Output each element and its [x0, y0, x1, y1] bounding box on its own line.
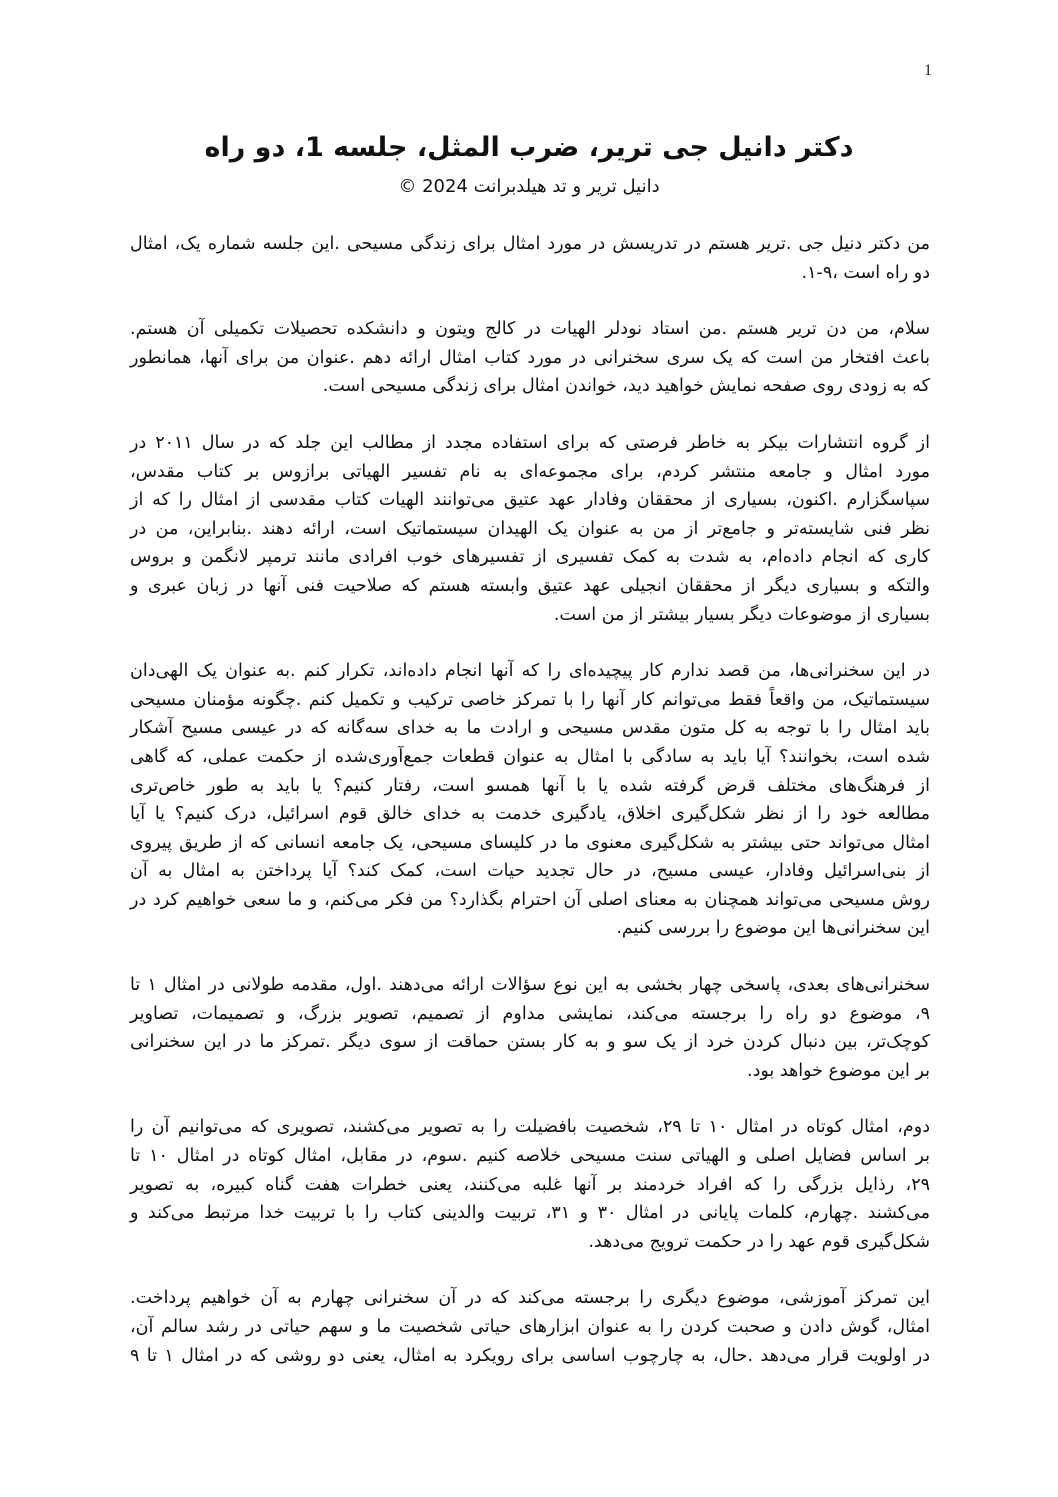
text-line: سخنرانی‌های بعدی، پاسخی چهار بخشی به این نوع سؤالات ارائه می‌دهند .اول، مقدمه طولانی در امثال ۱ تا [130, 975, 930, 996]
text-line: در اولویت قرار می‌دهد .حال، به چارچوب اساسی برای رویکرد به امثال، یعنی دو روشی که در امثال ۱ تا ۹ [130, 1345, 931, 1366]
text-line: بر اساس فضایل اصلی و الهیاتی سنت مسیحی خلاصه کنیم .سوم، در مقابل، امثال کوتاه در امثال ۱۰ تا [130, 1146, 931, 1167]
text-line: شکل‌گیری قوم عهد را در حکمت ترویج می‌دهد. [588, 1231, 930, 1252]
text-line: باعث افتخار من است که یک سری سخنرانی در مورد کتاب امثال ارائه دهم .عنوان من برای آنها، همانطور [130, 347, 930, 368]
paragraph-4 [130, 657, 930, 943]
text-line: سیستماتیک، من واقعاً فقط می‌توانم کار آنها را با تمرکز خاصی ترکیب و تکمیل کنم .چگونه مؤمنان مسیحی [130, 689, 930, 710]
paragraph-7 [130, 1284, 930, 1370]
document-title: دکتر دانیل جی تریر، ضرب المثل، جلسه 1، دو راه [204, 132, 854, 163]
text-line: این سخنرانی‌ها این موضوع را بررسی کنیم. [616, 918, 930, 939]
text-line: مورد امثال و جامعه منتشر کردم، برای مجموعه‌ای به نام تفسیر الهیاتی برازوس بر کتاب مقدس، [130, 461, 930, 482]
text-line: این تمرکز آموزشی، موضوع دیگری را برجسته می‌کند که در آن سخنرانی چهارم به آن خواهیم پرداخت. [130, 1288, 930, 1309]
paragraph-2 [130, 315, 930, 401]
text-line: من دکتر دنیل جی .تریر هستم در تدریسش در مورد امثال برای زندگی مسیحی .این جلسه شماره یک، امثال [130, 234, 930, 254]
paragraph-1 [130, 230, 930, 287]
text-line: که به زودی روی صفحه نمایش خواهید دید، خواندن امثال برای زندگی مسیحی است. [322, 376, 930, 397]
text-line: از بنی‌اسرائیل وفادار، عیسی مسیح، در حال تجدید حیات است، کمک کند؟ آیا پرداختن به امثال به آن [130, 861, 930, 882]
text-line: باید امثال را با توجه به کل متون مقدس مسیحی و ارادت ما به خدای سه‌گانه که در عیسی مسیح آشکار [130, 718, 930, 739]
text-line: سپاسگزارم .اکنون، بسیاری از محققان وفادار عهد عتیق می‌توانند الهیات کتاب مقدسی از امثال را که از [130, 490, 930, 511]
text-line: سلام، من دن تریر هستم .من استاد نودلر الهیات در کالج ویتون و دانشکده تحصیلات تکمیلی آن هستم. [130, 319, 930, 340]
text-line: دو راه است ،۹-۱. [801, 262, 930, 283]
text-line: امثال، گوش دادن و صحبت کردن را به عنوان ابزارهای حیاتی شخصیت ما و سهم حیاتی در رشد سالم آن، [130, 1317, 930, 1337]
paragraph-5 [130, 971, 930, 1085]
text-line: بر این موضوع خواهد بود. [747, 1060, 930, 1081]
text-line: کوچک‌تر، بین دنبال کردن خرد از یک سو و به کار بستن حماقت از سوی دیگر .تمرکز ما در این سخنرانی [130, 1032, 930, 1053]
text-line: ۹، موضوع دو راه را برجسته می‌کند، نمایشی مداوم از تصمیم، تصویر بزرگ، و تصمیمات، تصاویر [130, 1003, 930, 1024]
document-body [130, 230, 930, 1398]
text-line: از گروه انتشارات بیکر به خاطر فرصتی که برای استفاده مجدد از مطالب این جلد که در سال ۲۰۱۱ در [130, 432, 930, 453]
text-line: شده است، بخوانند؟ آیا باید به سادگی با امثال به عنوان قطعات جمع‌آوری‌شده از حکمت عملی، که گاهی [130, 746, 930, 767]
text-line: کاری که انجام داده‌ام، به شدت به کمک تفسیری از تفسیرهای خوب افرادی مانند ترمپر لانگمن و بروس [130, 547, 930, 568]
text-line: بسیاری از موضوعات دیگر بسیار بیشتر از من است. [553, 604, 930, 625]
text-line: والتکه و بسیاری دیگر از محققان انجیلی عهد عتیق وابسته هستم که صلاحیت فنی آنها در زبان عبری و [130, 575, 930, 596]
text-line: دوم، امثال کوتاه در امثال ۱۰ تا ۲۹، شخصیت بافضیلت را به تصویر می‌کشند، تصویری که می‌توانیم آن را [130, 1117, 930, 1138]
document-subtitle: دانیل تریر و تد هیلدبرانت 2024 © [398, 176, 660, 197]
text-line: می‌کشند .چهارم، کلمات پایانی در امثال ۳۰ و ۳۱، تربیت والدینی کتاب را با تربیت خدا مرتبط می‌کند و [130, 1203, 930, 1224]
text-line: امثال می‌تواند حتی بیشتر به شکل‌گیری معنوی ما در کلیسای مسیحی، یک جامعه انسانی که از طریق پیروی [130, 832, 930, 853]
text-line: نظر فنی شایسته‌تر و جامع‌تر از من به عنوان یک الهیدان سیستماتیک است، ارائه دهند .بنابراین، من در [130, 518, 930, 539]
text-line: از فرهنگ‌های مختلف قرض گرفته شده یا با آنها همسو است، رفتار کنیم؟ یا باید به طور خاص‌تری [130, 775, 930, 796]
paragraph-3 [130, 429, 930, 629]
paragraph-6 [130, 1113, 930, 1256]
text-line: مطالعه خود را از نظر شکل‌گیری اخلاق، یادگیری خدمت به خدای خالق قوم اسرائیل، درک کنیم؟ یا آیا [130, 804, 930, 825]
text-line: در این سخنرانی‌ها، من قصد ندارم کار پیچیده‌ای را که آنها انجام داده‌اند، تکرار کنم .به عنوان یک الهی‌دان [130, 661, 930, 682]
text-line: ۲۹، رذایل بزرگی را که افراد خردمند بر آنها غلبه می‌کنند، یعنی خطرات هفت گناه کبیره، به تصویر [130, 1174, 930, 1195]
text-line: روش مسیحی می‌تواند همچنان به معنای اصلی آن احترام بگذارد؟ من فکر می‌کنم، و ما سعی خواهیم کرد در [130, 889, 930, 910]
page-number: 1 [924, 62, 932, 79]
